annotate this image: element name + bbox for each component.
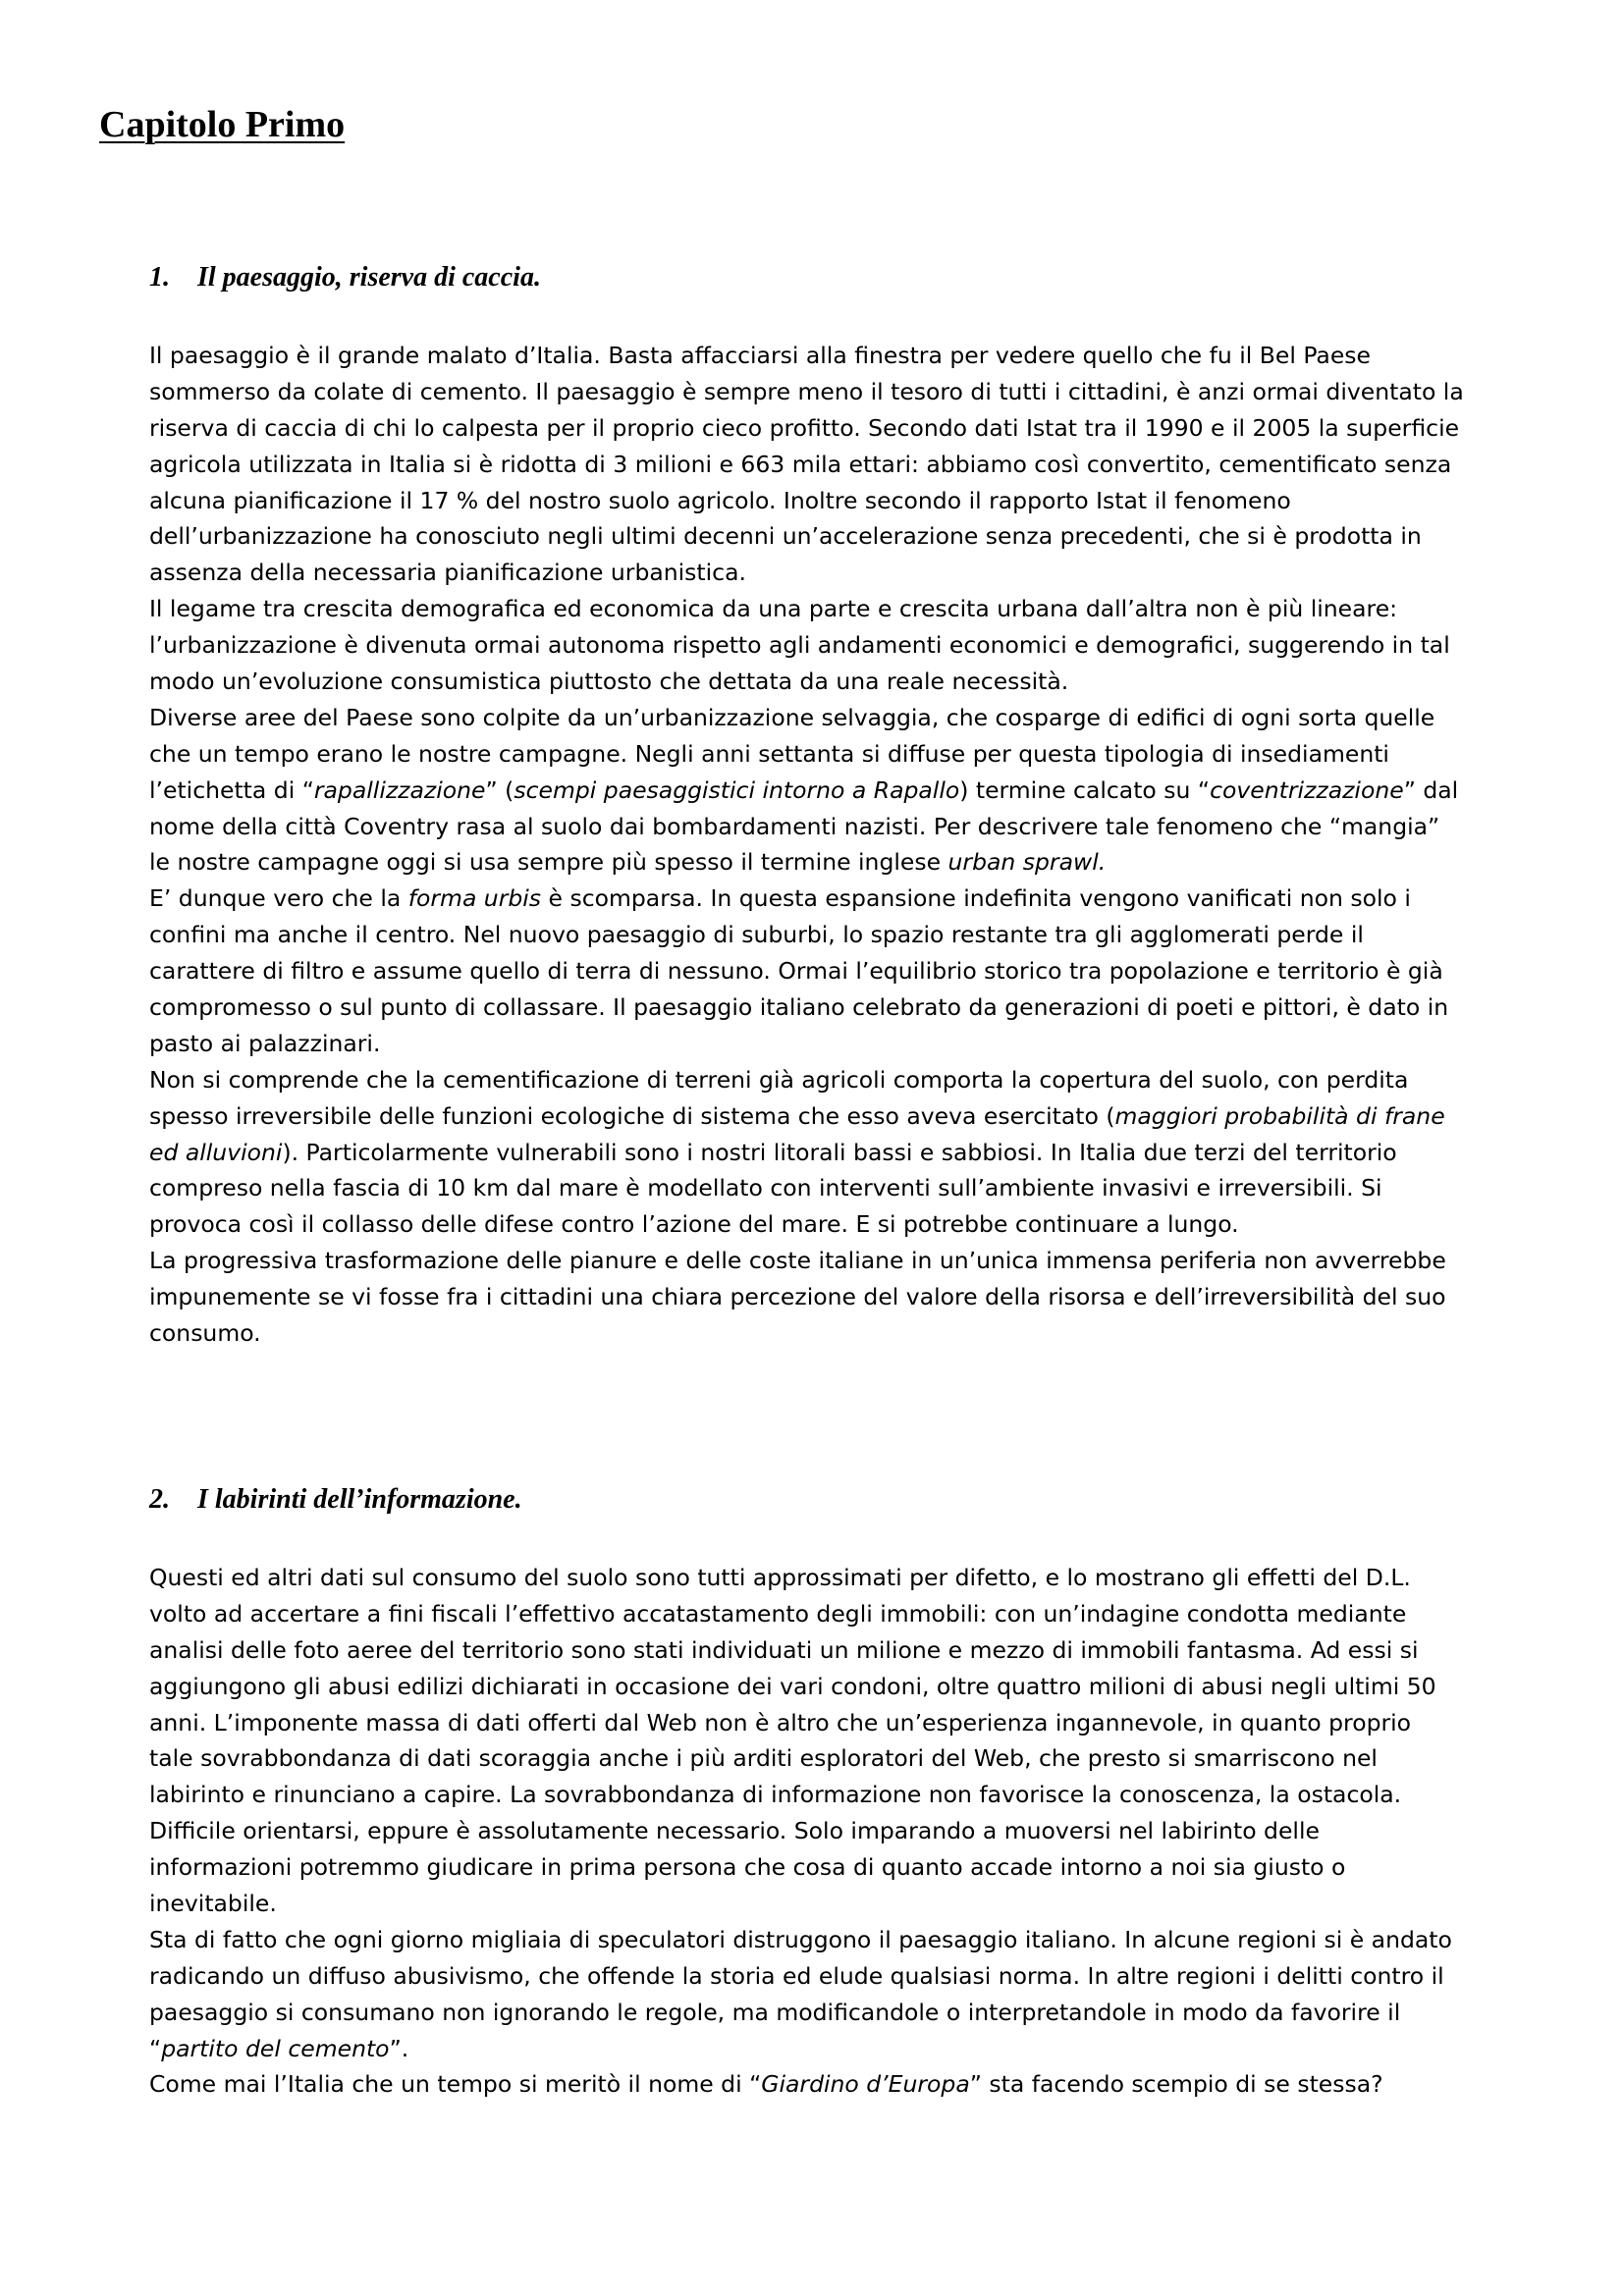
text-line: carattere di filtro e assume quello di terra di nessuno. Ormai l’equilibrio storico tra popolazione e territorio è già	[149, 957, 1443, 986]
text-line: E’ dunque vero che la forma urbis è scomparsa. In questa espansione indefinita vengono vanificati non solo i	[149, 884, 1411, 913]
text-line: Sta di fatto che ogni giorno migliaia di speculatori distruggono il paesaggio italiano. In alcune regioni si è andato	[149, 1925, 1452, 1953]
text-line: compromesso o sul punto di collassare. Il paesaggio italiano celebrato da generazioni di poeti e pittori, è dato in	[149, 993, 1449, 1022]
text-line: ed alluvioni). Particolarmente vulnerabili sono i nostri litorali bassi e sabbiosi. In Italia due terzi del territorio	[149, 1138, 1397, 1166]
text-line: La progressiva trasformazione delle pianure e delle coste italiane in un’unica immensa periferia non avverrebbe	[149, 1247, 1446, 1275]
section-heading	[149, 1482, 1524, 1518]
text-line: Il paesaggio è il grande malato d’Italia. Basta affacciarsi alla finestra per vedere quello che fu il Bel Paese	[149, 342, 1371, 369]
text-line: impunemente se vi fosse fra i cittadini una chiara percezione del valore della risorsa e dell’irreversibilità del suo	[149, 1283, 1446, 1311]
section-heading	[149, 260, 1524, 295]
chapter-title: Capitolo Primo	[99, 104, 346, 145]
text-line: volto ad accertare a fini fiscali l’effettivo accatastamento degli immobili: con un’indagine condotta mediante	[149, 1599, 1407, 1628]
text-line: Non si comprende che la cementificazione di terreni già agricoli comporta la copertura del suolo, con perdita	[149, 1065, 1409, 1094]
text-line: provoca così il collasso delle difese contro l’azione del mare. E si potrebbe continuare a lungo.	[149, 1210, 1239, 1239]
text-line: anni. L’imponente massa di dati offerti dal Web non è altro che un’esperienza ingannevole, in quanto proprio	[149, 1708, 1412, 1736]
text-line: Il legame tra crescita demografica ed economica da una parte e crescita urbana dall’altra non è più lineare:	[149, 595, 1398, 623]
text-line: agricola utilizzata in Italia si è ridotta di 3 milioni e 663 mila ettari: abbiamo così convertito, cementificato senza	[149, 450, 1452, 478]
text-line: che un tempo erano le nostre campagne. Negli anni settanta si diffuse per questa tipologia di insediamenti	[149, 739, 1389, 768]
text-line: nome della città Coventry rasa al suolo dai bombardamenti nazisti. Per descrivere tale fenomeno che “mangia”	[149, 812, 1440, 840]
text-line: Difficile orientarsi, eppure è assolutamente necessario. Solo imparando a muoversi nel labirinto delle	[149, 1817, 1320, 1845]
section-number: 1.	[149, 262, 170, 293]
section-title: I labirinti dell’informazione.	[197, 1484, 522, 1515]
text-line: radicando un diffuso abusivismo, che offende la storia ed elude qualsiasi norma. In altre regioni i delitti contro il	[149, 1961, 1444, 1990]
text-line: compreso nella fascia di 10 km dal mare è modellato con interventi sull’ambiente invasivi e irreversibili. Si	[149, 1174, 1382, 1202]
text-line: confini ma anche il centro. Nel nuovo paesaggio di suburbi, lo spazio restante tra gli agglomerati perde il	[149, 921, 1364, 949]
text-line: le nostre campagne oggi si usa sempre più spesso il termine inglese urban sprawl.	[149, 848, 1107, 877]
section-2	[149, 1482, 1524, 2103]
text-line: paesaggio si consumano non ignorando le regole, ma modificandole o interpretandole in modo da favorire il	[149, 1998, 1401, 2026]
text-line: l’etichetta di “rapallizzazione” (scempi paesaggistici intorno a Rapallo) termine calcato su “coventrizzazione” dal	[149, 775, 1459, 804]
text-line: spesso irreversibile delle funzioni ecologiche di sistema che esso aveva esercitato (maggiori probabilità di frane	[149, 1101, 1445, 1130]
section-body	[149, 338, 1524, 1352]
text-line: consumo.	[149, 1319, 261, 1348]
text-line: Diverse aree del Paese sono colpite da un’urbanizzazione selvaggia, che cosparge di edifici di ogni sorta quelle	[149, 703, 1435, 731]
text-line: Come mai l’Italia che un tempo si meritò il nome di “Giardino d’Europa” sta facendo scempio di se stessa?	[149, 2070, 1383, 2099]
section-1	[149, 260, 1524, 1352]
section-body	[149, 1560, 1524, 2103]
text-line: sommerso da colate di cemento. Il paesaggio è sempre meno il tesoro di tutti i cittadini, è anzi ormai diventato la	[149, 377, 1464, 405]
text-line: labirinto e rinunciano a capire. La sovrabbondanza di informazione non favorisce la conoscenza, la ostacola.	[149, 1781, 1402, 1809]
text-line: l’urbanizzazione è divenuta ormai autonoma rispetto agli andamenti economici e demografici, suggerendo in tal	[149, 631, 1450, 660]
text-line: dell’urbanizzazione ha conosciuto negli ultimi decenni un’accelerazione senza precedenti, che si è prodotta in	[149, 522, 1422, 551]
text-line: tale sovrabbondanza di dati scoraggia anche i più arditi esploratori del Web, che presto si smarriscono nel	[149, 1744, 1378, 1773]
section-number: 2.	[149, 1484, 170, 1515]
text-line: modo un’evoluzione consumistica piuttosto che dettata da una reale necessità.	[149, 667, 1069, 696]
text-line: assenza della necessaria pianificazione urbanistica.	[149, 559, 746, 587]
section-title: Il paesaggio, riserva di caccia.	[197, 262, 541, 293]
text-line: riserva di caccia di chi lo calpesta per il proprio cieco profitto. Secondo dati Istat tra il 1990 e il 2005 la superficie	[149, 413, 1460, 442]
text-line: informazioni potremmo giudicare in prima persona che cosa di quanto accade intorno a noi sia giusto o	[149, 1853, 1346, 1882]
text-line: “partito del cemento”.	[149, 2034, 409, 2062]
text-line: analisi delle foto aeree del territorio sono stati individuati un milione e mezzo di immobili fantasma. Ad essi si	[149, 1635, 1419, 1664]
text-line: pasto ai palazzinari.	[149, 1029, 381, 1057]
text-line: Questi ed altri dati sul consumo del suolo sono tutti approssimati per difetto, e lo mostrano gli effetti del D.L.	[149, 1564, 1411, 1591]
text-line: alcuna pianificazione il 17 % del nostro suolo agricolo. Inoltre secondo il rapporto Istat il fenomeno	[149, 486, 1291, 514]
text-line: inevitabile.	[149, 1890, 277, 1918]
text-line: aggiungono gli abusi edilizi dichiarati in occasione dei vari condoni, oltre quattro milioni di abusi negli ultimi 50	[149, 1672, 1436, 1700]
